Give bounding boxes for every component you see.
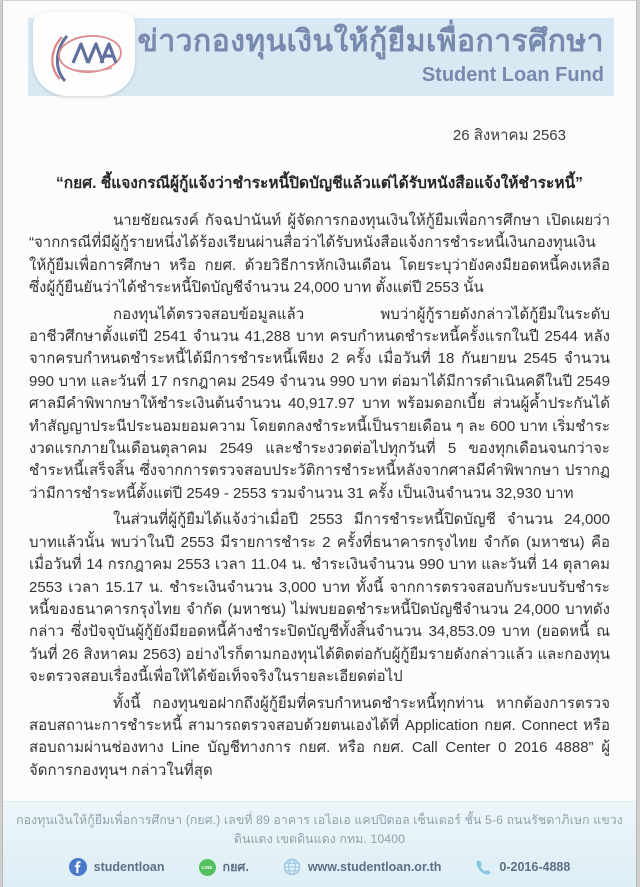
footer-link-label: กยศ.	[222, 860, 249, 874]
footer-link-phone	[475, 859, 570, 876]
footer-band	[3, 801, 636, 887]
globe-icon	[283, 858, 301, 876]
header-title-english: Student Loan Fund	[421, 64, 604, 86]
footer-address: กองทุนเงินให้กู้ยืมเพื่อการศึกษา (กยศ.) เลขที่ 89 อาคาร เอไอเอ แคปปิตอล เซ็นเตอร์ ชั้น 5-6 ถนนรัชดาภิเษก แขวงดินแดง เขตดินแดง กทม. 10400	[16, 813, 623, 846]
logo-badge	[33, 12, 135, 96]
document-headline: “กยศ. ชี้แจงกรณีผู้กู้แจ้งว่าชำระหนี้ปิดบัญชีแล้วแต่ได้รับหนังสือแจ้งให้ชำระหนี้”	[56, 175, 583, 192]
paragraph-3: ในส่วนที่ผู้กู้ยืมได้แจ้งว่าเมื่อปี 2553 มีการชำระหนี้ปิดบัญชี จำนวน 24,000 บาทแล้วนั้น พบว่าในปี 2553 มีรายการชำระ 2 ครั้งที่ธนาคารกรุงไทย จำกัด (มหาชน) คือเมื่อวันที่ 14 กรกฎาคม 2553 เวลา 11.04 น. ชำระเงินจำนวน 990 บาท และวันที่ 14 ตุลาคม 2553 เวลา 15.17 น. ชำระเงินจำนวน 3,000 บาท ทั้งนี้ จากการตรวจสอบกับระบบรับชำระหนี้ของธนาคารกรุงไทย จำกัด (มหาชน) ไม่พบยอดชำระหนี้ปิดบัญชีจำนวน 24,000 บาทดังกล่าว ซึ่งปัจจุบันผู้กู้ยังมียอดหนี้ค้างชำระปิดบัญชีทั้งสิ้นจำนวน 34,853.09 บาท (ยอดหนี้ ณ วันที่ 26 สิงหาคม 2563) อย่างไรก็ตามกองทุนได้ติดต่อกับผู้กู้ยืมรายดังกล่าวแล้ว และกองทุนจะตรวจสอบเรื่องนี้เพื่อให้ได้ข้อเท็จจริงในรายละเอียดต่อไป	[29, 511, 610, 686]
paragraph-4: ทั้งนี้ กองทุนขอฝากถึงผู้กู้ยืมที่ครบกำหนดชำระหนี้ทุกท่าน หากต้องการตรวจสอบสถานะการชำระหนี้ สามารถตรวจสอบด้วยตนเองได้ที่ Application กยศ. Connect หรือสอบถามผ่านช่องทาง Line บัญชีทางการ กยศ. หรือ กยศ. Call Center 0 2016 4888” ผู้จัดการกองทุนฯ กล่าวในที่สุด	[29, 694, 610, 779]
line-icon: LINE	[199, 859, 216, 876]
footer-link-website	[283, 858, 442, 876]
footer-link-label: www.studentloan.or.th	[307, 860, 442, 874]
paragraph-1: นายชัยณรงค์ กัจฉปานันท์ ผู้จัดการกองทุนเงินให้กู้ยืมเพื่อการศึกษา เปิดเผยว่า “จากกรณีที่มีผู้กู้รายหนึ่งได้ร้องเรียนผ่านสื่อว่าได้รับหนังสือแจ้งการชำระหนี้เงินกองทุนเงินให้กู้ยืมเพื่อการศึกษา หรือ กยศ. ด้วยวิธีการหักเงินเดือน โดยระบุว่ายังคงมียอดหนี้คงเหลือ ซึ่งผู้กู้ยืนยันว่าได้ชำระหนี้ปิดบัญชีจำนวน 24,000 บาท ตั้งแต่ปี 2553 นั้น	[29, 212, 610, 297]
document-body	[29, 210, 610, 782]
footer-link-facebook	[69, 858, 165, 876]
facebook-icon	[69, 858, 87, 876]
header-band	[28, 18, 614, 96]
press-release-page	[2, 0, 637, 887]
footer-link-label: 0-2016-4888	[499, 860, 571, 874]
document-date: 26 สิงหาคม 2563	[452, 127, 566, 144]
student-loan-fund-logo-icon	[40, 21, 128, 87]
footer-links	[3, 857, 636, 877]
footer-link-line	[199, 857, 249, 877]
paragraph-2: กองทุนได้ตรวจสอบข้อมูลแล้ว พบว่าผู้กู้รายดังกล่าวได้กู้ยืมในระดับอาชีวศึกษาตั้งแต่ปี 2541 จำนวน 41,288 บาท ครบกำหนดชำระหนี้ครั้งแรกในปี 2544 หลังจากครบกำหนดชำระหนี้ได้มีการชำระหนี้เพียง 2 ครั้ง เมื่อวันที่ 18 กันยายน 2545 จำนวน 990 บาท และวันที่ 17 กรกฎาคม 2549 จำนวน 990 บาท ต่อมาได้มีการดำเนินคดีในปี 2549 ศาลมีคำพิพากษาให้ชำระเงินต้นจำนวน 40,917.97 บาท พร้อมดอกเบี้ย ส่วนผู้ค้ำประกันได้ทำสัญญาประนีประนอมยอมความ โดยตกลงชำระหนี้เป็นรายเดือน ๆ ละ 600 บาท เริ่มชำระงวดแรกภายในเดือนตุลาคม 2549 และชำระงวดต่อไปทุกวันที่ 5 ของทุกเดือนจนกว่าจะชำระหนี้เสร็จสิ้น ซึ่งจากการตรวจสอบประวัติการชำระหนี้หลังจากศาลมีคำพิพากษา ปรากฏว่ามีการชำระหนี้ตั้งแต่ปี 2549 - 2553 รวมจำนวน 31 ครั้ง เป็นเงินจำนวน 32,930 บาท	[29, 305, 610, 502]
footer-link-label: studentloan	[93, 860, 165, 874]
phone-icon	[475, 859, 492, 876]
header-title-thai: ข่าวกองทุนเงินให้กู้ยืมเพื่อการศึกษา	[137, 25, 604, 58]
